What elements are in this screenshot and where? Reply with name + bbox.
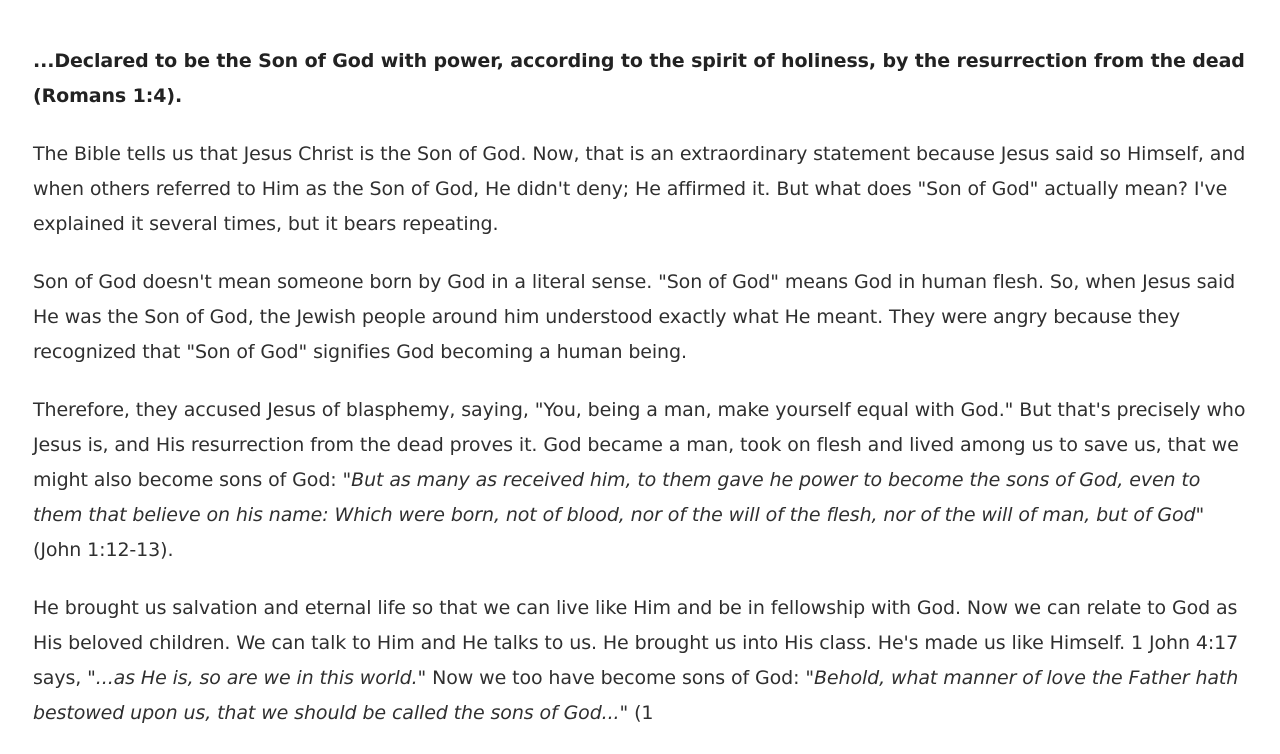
scripture-reference: (John 1:12-13). — [33, 539, 174, 561]
paragraph-text: Now we too have become sons of God: — [426, 667, 806, 689]
scripture-quote: "...as He is, so are we in this world." — [87, 667, 427, 689]
article-body — [33, 44, 1255, 754]
paragraph-meaning: Son of God doesn't mean someone born by God in a literal sense. "Son of God" means God in human flesh. So, when Jesus said He was the Son of God, the Jewish people around him understood exactly what He meant. They were angry because they recognized that "Son of God" signifies God becoming a human being. — [33, 271, 1236, 363]
paragraph-text: Therefore, they accused Jesus of blasphemy, saying, "You, being a man, make yourself equal with God." But that's precisely who Jesus is, and His resurrection from the dead proves it. God became a man, took on flesh and lived among us to save us, that we might also become sons of God: — [33, 399, 1246, 491]
paragraph-blasphemy — [33, 393, 1255, 568]
lead-verse: ...Declared to be the Son of God with power, according to the spirit of holiness, by the resurrection from the dead (Romans 1:4). — [33, 50, 1245, 107]
paragraph-salvation — [33, 591, 1255, 731]
scripture-quote: "Behold, what manner of love the Father hath bestowed upon us, that we should be called the sons of God..." — [33, 667, 1239, 724]
paragraph-son-of-god: The Bible tells us that Jesus Christ is the Son of God. Now, that is an extraordinary statement because Jesus said so Himself, and when others referred to Him as the Son of God, He didn't deny; He affirmed it. But what does "Son of God" actually mean? I've explained it several times, but it bears repeating. — [33, 143, 1246, 235]
paragraph-text: He brought us salvation and eternal life so that we can live like Him and be in fellowship with God. Now we can relate to God as His beloved children. We can talk to Him and He talks to us. He brought us into His class. He's made us like Himself. 1 John 4:17 says, — [33, 597, 1239, 689]
scripture-quote: "But as many as received him, to them gave he power to become the sons of God, even to them that believe on his name: Which were born, not of blood, nor of the will of the flesh, nor of the will of man, but of God" — [33, 469, 1205, 526]
scripture-reference: (1 — [628, 702, 654, 724]
